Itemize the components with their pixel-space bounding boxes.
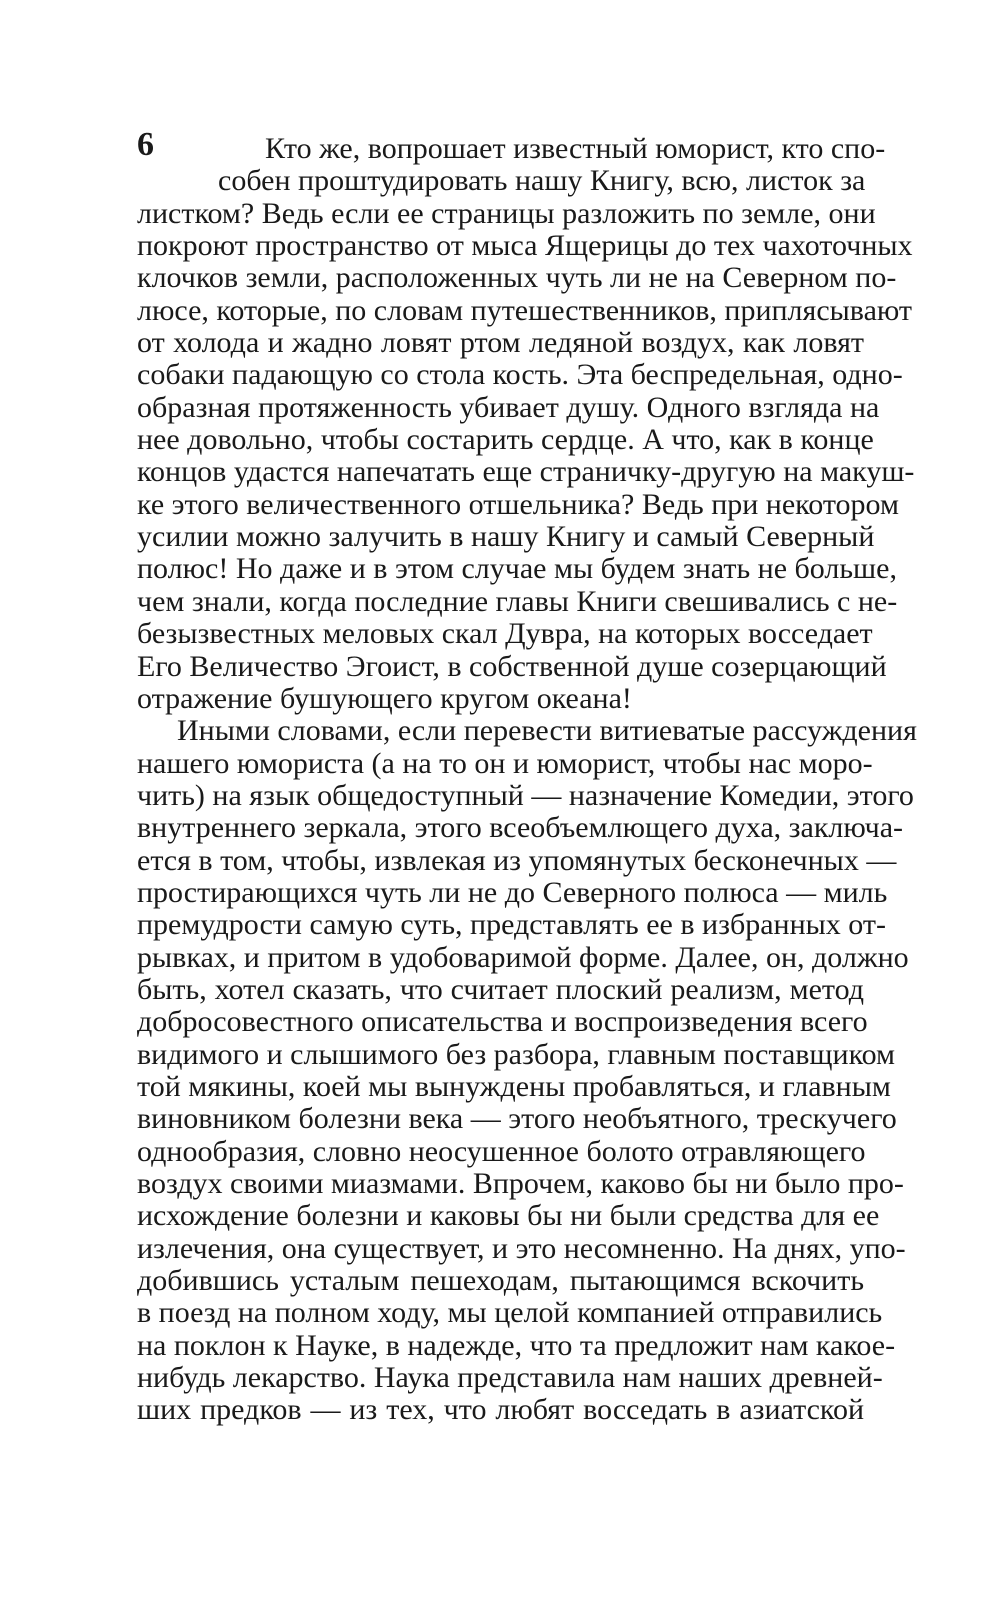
text-line: видимого и слышимого без разбора, главным поставщиком: [137, 1037, 896, 1071]
text-line: концов удастся напечатать еще страничку-другую на макуш-: [137, 455, 915, 489]
text-line: от холода и жадно ловят ртом ледяной воздух, как ловят: [137, 326, 864, 360]
text-line: образная протяженность убивает душу. Одного взгляда на: [137, 390, 880, 424]
text-line: нашего юмориста (а на то он и юморист, чтобы нас моро-: [137, 746, 873, 780]
text-line: безызвестных меловых скал Дувра, на которых восседает: [137, 617, 873, 651]
text-line: собен проштудировать нашу Книгу, всю, листок за: [218, 164, 866, 198]
text-line: Его Величество Эгоист, в собственной душе созерцающий: [137, 649, 887, 683]
text-line: той мякины, коей мы вынуждены пробавляться, и главным: [137, 1069, 891, 1103]
text-line: нибудь лекарство. Наука представила нам наших древней-: [137, 1361, 883, 1395]
text-line: клочков земли, расположенных чуть ли не на Северном по-: [137, 261, 897, 295]
text-line: Иными словами, если перевести витиеватые рассуждения: [177, 714, 917, 748]
text-line: ется в том, чтобы, извлекая из упомянутых бесконечных —: [137, 843, 897, 877]
text-line: внутреннего зеркала, этого всеобъемлющего духа, заключа-: [137, 811, 904, 845]
text-line: добросовестного описательства и воспроизведения всего: [137, 1005, 868, 1039]
text-line: чем знали, когда последние главы Книги свешивались с не-: [137, 584, 898, 618]
text-line: полюс! Но даже и в этом случае мы будем знать не больше,: [137, 552, 897, 586]
text-line: покроют пространство от мыса Ящерицы до тех чахоточных: [137, 229, 913, 263]
text-line: Кто же, вопрошает известный юморист, кто спо-: [265, 132, 886, 165]
text-line: чить) на язык общедоступный — назначение Комедии, этого: [137, 778, 914, 812]
text-line: премудрости самую суть, представлять ее в избранных от-: [137, 908, 886, 942]
text-line: в поезд на полном ходу, мы целой компанией отправились: [137, 1296, 883, 1330]
text-line: отражение бушующего кругом океана!: [137, 681, 632, 715]
text-line: однообразия, словно неосушенное болото отравляющего: [137, 1134, 866, 1168]
text-line: исхождение болезни и каковы бы ни были средства для ее: [137, 1199, 880, 1233]
body-text: [137, 132, 917, 1427]
page-number: 6: [137, 126, 154, 163]
text-line: рывках, и притом в удобоваримой форме. Далее, он, должно: [137, 940, 909, 974]
text-line: листком? Ведь если ее страницы разложить по земле, они: [137, 196, 876, 230]
text-line: нее довольно, чтобы состарить сердце. А что, как в конце: [137, 423, 874, 457]
text-line: виновником болезни века — этого необъятного, трескучего: [137, 1102, 897, 1136]
text-line: люсе, которые, по словам путешественников, приплясывают: [137, 293, 913, 327]
text-line: собаки падающую со стола кость. Эта беспредельная, одно-: [137, 358, 903, 392]
text-line: воздух своими миазмами. Впрочем, каково бы ни было про-: [137, 1167, 904, 1200]
text-line: ших предков — из тех, что любят восседать в азиатской: [137, 1393, 864, 1427]
text-line: простирающихся чуть ли не до Северного полюса — миль: [137, 875, 888, 909]
text-line: быть, хотел сказать, что считает плоский реализм, метод: [137, 972, 864, 1006]
text-line: на поклон к Науке, в надежде, что та предложит нам какое-: [137, 1328, 896, 1362]
text-line: усилии можно залучить в нашу Книгу и самый Северный: [137, 520, 875, 554]
text-line: ке этого величественного отшельника? Ведь при некотором: [137, 487, 899, 521]
text-line: добившись усталым пешеходам, пытающимся вскочить: [137, 1264, 864, 1298]
text-line: излечения, она существует, и это несомненно. На днях, упо-: [137, 1231, 906, 1265]
